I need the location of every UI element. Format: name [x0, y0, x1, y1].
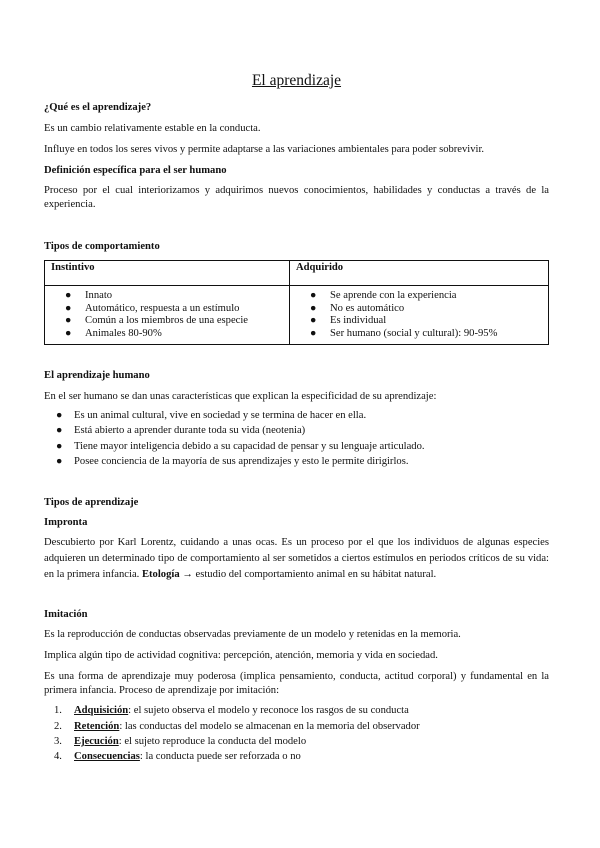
list-item: ● Animales 80-90% [65, 327, 162, 339]
human-learning-intro: En el ser humano se dan unas características que explican la especificidad de su aprendizaje: [44, 391, 437, 402]
imitacion-text-2: Implica algún tipo de actividad cognitiva: percepción, atención, memoria y vida en sociedad. [44, 650, 438, 661]
bullet-icon: ● [56, 425, 63, 436]
list-item: ● Común a los miembros de una especie [65, 315, 248, 326]
bullet-icon: ● [65, 327, 72, 339]
definition-2: Influye en todos los seres vivos y permite adaptarse a las variaciones ambientales para poder sobrevivir. [44, 144, 485, 155]
bullet-icon: ● [56, 410, 63, 421]
list-item: ● Innato [65, 290, 113, 301]
impronta-text: Descubierto por Karl Lorentz, cuidando a unas ocas. Es un proceso por el que los individuos de algunas especies adquieren un determinado tipo de comportamiento al ser sometidos a ciertos estímulos en periodos críticos de su vida: en la primera infancia. Etología → estudio del comportamiento animal en su hábitat natural. [44, 537, 549, 580]
column-header-instintivo: Instintivo [45, 261, 290, 286]
adquirido-cell [290, 286, 549, 345]
definition-1: Es un cambio relativamente estable en la conducta. [44, 123, 261, 134]
bullet-icon: ● [310, 327, 317, 339]
etologia-term: Etología [141, 569, 180, 580]
imitacion-heading: Imitación [44, 609, 88, 620]
bullet-icon: ● [65, 290, 72, 301]
list-item: ● No es automático [310, 302, 405, 314]
specific-definition-text: Proceso por el cual interiorizamos y adquirimos nuevos conocimientos, habilidades y conductas a través de la experiencia. [44, 185, 549, 210]
behavior-table [44, 260, 549, 345]
behavior-types-heading: Tipos de comportamiento [44, 241, 160, 252]
bullet-icon: ● [65, 302, 72, 314]
bullet-icon: ● [310, 290, 317, 301]
learning-types-heading: Tipos de aprendizaje [44, 497, 139, 508]
bullet-icon: ● [310, 315, 317, 326]
specific-definition-heading: Definición específica para el ser humano [44, 165, 227, 176]
question-heading: ¿Qué es el aprendizaje? [44, 102, 152, 113]
column-header-adquirido: Adquirido [290, 261, 549, 286]
list-item: ● Se aprende con la experiencia [310, 290, 457, 301]
list-item: ● Es individual [310, 315, 387, 326]
page-title: El aprendizaje [251, 72, 342, 89]
bullet-icon: ● [56, 441, 63, 452]
list-item: ● Ser humano (social y cultural): 90-95% [310, 327, 498, 339]
bullet-icon: ● [310, 302, 317, 314]
human-learning-heading: El aprendizaje humano [44, 370, 150, 381]
list-item: ● Automático, respuesta a un estímulo [65, 302, 240, 314]
impronta-heading: Impronta [44, 517, 88, 528]
instintivo-cell [45, 286, 290, 345]
bullet-icon: ● [56, 456, 63, 467]
imitacion-text-3: Es una forma de aprendizaje muy poderosa (implica pensamiento, conducta, actitud corporal) y fundamental en la primera infancia. Proceso de aprendizaje por imitación: [44, 671, 549, 696]
bullet-icon: ● [65, 315, 72, 326]
imitacion-text-1: Es la reproducción de conductas observadas previamente de un modelo y retenidas en la memoria. [44, 629, 461, 640]
